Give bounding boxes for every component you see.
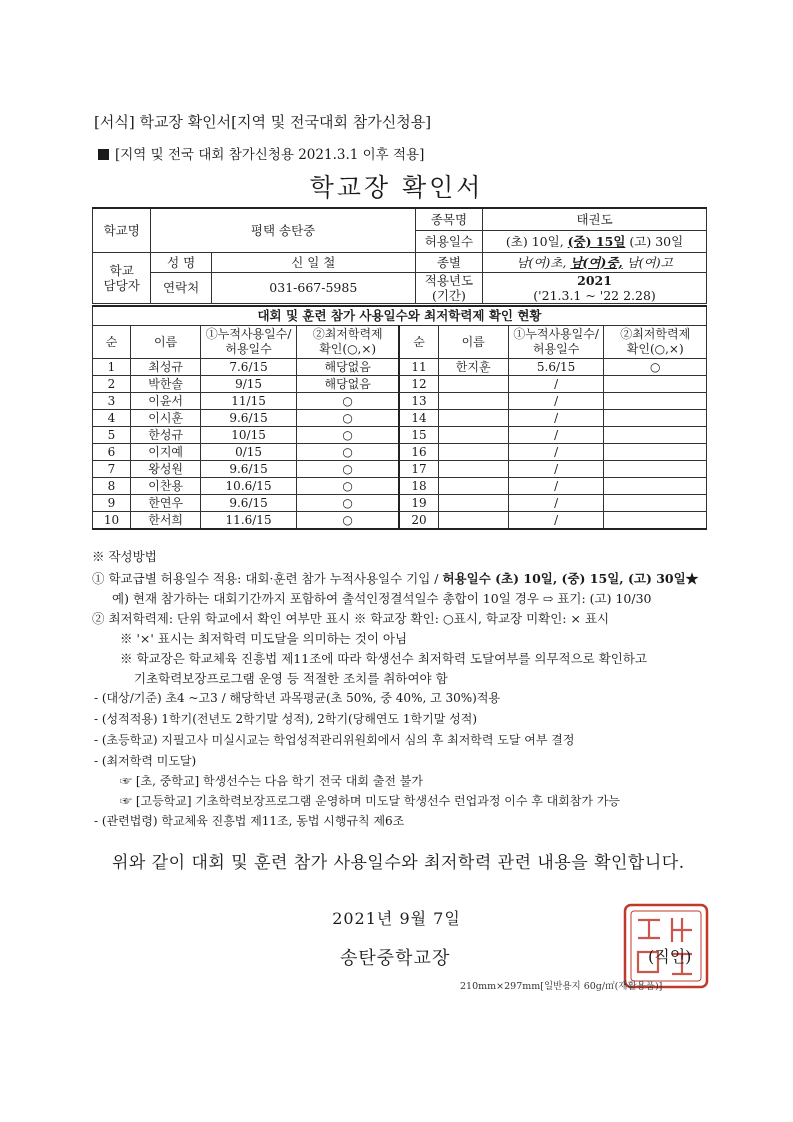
row-no: 5 [93, 427, 131, 444]
instruction-4: ※ '×' 표시는 최저학력 미도달을 의미하는 것이 아님 [120, 631, 408, 646]
row-days: 11/15 [201, 393, 297, 410]
notice-text: [지역 및 전국 대회 참가신청용 2021.3.1 이후 적용] [115, 147, 425, 163]
manager-label: 학교 담당자 [93, 252, 151, 303]
row-no: 4 [93, 410, 131, 427]
gender-label: 종별 [415, 252, 482, 272]
row-name-2: 한지훈 [438, 359, 508, 376]
row-ok: ○ [296, 495, 399, 512]
row-name: 한연우 [131, 495, 201, 512]
instruction-1: ① 학교급별 허용일수 적용: 대회·훈련 참가 누적사용일수 기입 / 허용일수 (초) 10일, (중) 15일, (고) 30일★ [92, 571, 699, 586]
row-no-2: 17 [399, 461, 438, 478]
row-no: 1 [93, 359, 131, 376]
allowed-days-label: 허용일수 [415, 230, 482, 252]
event-label: 종목명 [415, 208, 482, 230]
row-name: 왕성원 [131, 461, 201, 478]
row-no: 2 [93, 376, 131, 393]
row-ok-2: ○ [604, 359, 707, 376]
instructions-heading: ※ 작성방법 [92, 549, 157, 564]
row-no: 7 [93, 461, 131, 478]
instruction-13: - (관련법령) 학교체육 진흥법 제11조, 동법 시행규칙 제6조 [94, 814, 405, 828]
school-label: 학교명 [93, 208, 151, 252]
row-ok: ○ [296, 427, 399, 444]
row-ok-2 [604, 427, 707, 444]
row-ok-2 [604, 478, 707, 495]
row-days-2: / [508, 461, 604, 478]
row-ok-2 [604, 376, 707, 393]
table-row [93, 393, 707, 410]
row-name-2 [438, 376, 508, 393]
row-ok-2 [604, 495, 707, 512]
instruction-10: - (최저학력 미도달) [94, 754, 197, 768]
allowed-days-value: (초) 10일, (중) 15일 (고) 30일 [483, 230, 707, 252]
row-days: 9.6/15 [201, 461, 297, 478]
row-ok: 해당없음 [296, 376, 399, 393]
phone-label: 연락처 [151, 272, 211, 303]
instruction-2: 예) 현재 참가하는 대회기간까지 포함하여 출석인정결석일수 총합이 10일 경우 ⇨ 표기: (고) 10/30 [112, 591, 652, 606]
row-name-2 [438, 410, 508, 427]
row-days: 9.6/15 [201, 495, 297, 512]
year-label: 적용년도 (기간) [415, 272, 482, 303]
row-days: 10.6/15 [201, 478, 297, 495]
row-name: 한성규 [131, 427, 201, 444]
table-row [93, 410, 707, 427]
row-days-2: / [508, 410, 604, 427]
row-name: 이시훈 [131, 410, 201, 427]
instruction-8: - (성적적용) 1학기(전년도 2학기말 성적), 2학기(당해연도 1학기말 성적) [94, 712, 478, 726]
col-ok: ②최저학력제 확인(○,×) [296, 326, 399, 359]
instruction-12: ☞ [고등학교] 기초학력보장프로그램 운영하며 미도달 학생선수 런업과정 이수 후 대회참가 가능 [120, 794, 621, 808]
row-days-2: 5.6/15 [508, 359, 604, 376]
row-no: 10 [93, 512, 131, 530]
col-no: 순 [93, 326, 131, 359]
row-ok: ○ [296, 410, 399, 427]
year-value: 2021 ('21.3.1 ~ '22 2.28) [483, 272, 707, 303]
col-no-2: 순 [399, 326, 438, 359]
event-value: 태권도 [483, 208, 707, 230]
row-days-2: / [508, 478, 604, 495]
row-no-2: 12 [399, 376, 438, 393]
row-days: 10/15 [201, 427, 297, 444]
row-no-2: 20 [399, 512, 438, 530]
row-days-2: / [508, 444, 604, 461]
paper-spec-footer: 210mm×297mm[일반용지 60g/㎡(재활용품)] [460, 981, 663, 992]
row-no-2: 19 [399, 495, 438, 512]
col-name: 이름 [131, 326, 201, 359]
row-no-2: 15 [399, 427, 438, 444]
row-no-2: 13 [399, 393, 438, 410]
row-name: 이찬용 [131, 478, 201, 495]
row-name-2 [438, 461, 508, 478]
instruction-3: ② 최저학력제: 단위 학교에서 확인 여부만 표시 ※ 학교장 확인: ○표시, 학교장 미확인: × 표시 [92, 611, 610, 626]
row-days-2: / [508, 393, 604, 410]
row-name-2 [438, 478, 508, 495]
name-value: 신 일 철 [211, 252, 415, 272]
instruction-11: ☞ [초, 중학교] 학생선수는 다음 학기 전국 대회 출전 불가 [120, 774, 423, 788]
row-ok-2 [604, 512, 707, 530]
col-ok-2: ②최저학력제 확인(○,×) [604, 326, 707, 359]
col-name-2: 이름 [438, 326, 508, 359]
principal-name: 송탄중학교장 [340, 948, 451, 969]
row-no-2: 16 [399, 444, 438, 461]
row-ok: ○ [296, 512, 399, 530]
row-ok: ○ [296, 461, 399, 478]
table-row [93, 376, 707, 393]
row-ok: 해당없음 [296, 359, 399, 376]
table-row [93, 461, 707, 478]
row-no-2: 18 [399, 478, 438, 495]
row-days: 0/15 [201, 444, 297, 461]
row-no-2: 14 [399, 410, 438, 427]
row-name-2 [438, 427, 508, 444]
table-row [93, 444, 707, 461]
row-ok-2 [604, 444, 707, 461]
row-ok: ○ [296, 478, 399, 495]
row-days-2: / [508, 376, 604, 393]
school-value: 평택 송탄중 [151, 208, 415, 252]
row-name: 최성규 [131, 359, 201, 376]
instruction-9: - (초등학교) 지필고사 미실시교는 학업성적관리위원회에서 심의 후 최저학력 도달 여부 결정 [94, 733, 575, 747]
instruction-5: ※ 학교장은 학교체육 진흥법 제11조에 따라 학생선수 최저학력 도달여부를 의무적으로 확인하고 [120, 651, 647, 666]
school-info-table [92, 207, 707, 304]
row-ok: ○ [296, 393, 399, 410]
row-name-2 [438, 393, 508, 410]
row-name: 이윤서 [131, 393, 201, 410]
issue-date: 2021년 9월 7일 [332, 909, 461, 928]
document-title: 학교장 확인서 [309, 173, 484, 202]
col-days-2: ①누적사용일수/ 허용일수 [508, 326, 604, 359]
applicability-notice [98, 143, 424, 163]
table-caption: 대회 및 훈련 참가 사용일수와 최저학력제 확인 현황 [93, 306, 707, 326]
row-no: 3 [93, 393, 131, 410]
row-days-2: / [508, 427, 604, 444]
row-ok-2 [604, 410, 707, 427]
table-row [93, 495, 707, 512]
table-row [93, 359, 707, 376]
form-label: [서식] 학교장 확인서[지역 및 전국대회 참가신청용] [94, 113, 432, 131]
row-days-2: / [508, 512, 604, 530]
confirmation-statement: 위와 같이 대회 및 훈련 참가 사용일수와 최저학력 관련 내용을 확인합니다. [112, 853, 685, 873]
row-days: 11.6/15 [201, 512, 297, 530]
usage-days-table [92, 305, 707, 530]
row-no: 9 [93, 495, 131, 512]
row-name-2 [438, 444, 508, 461]
phone-value: 031-667-5985 [211, 272, 415, 303]
seal-note: (직인) [648, 947, 692, 966]
row-no: 6 [93, 444, 131, 461]
table-row [93, 478, 707, 495]
gender-value: 남(여)초, 남(여)중, 남(여)고 [483, 252, 707, 272]
row-name: 이지예 [131, 444, 201, 461]
row-name-2 [438, 512, 508, 530]
square-bullet-icon [98, 149, 109, 160]
table-row [93, 427, 707, 444]
row-name: 한서희 [131, 512, 201, 530]
instruction-6: 기초학력보장프로그램 운영 등 적절한 조치를 취하여야 함 [134, 671, 448, 686]
row-name-2 [438, 495, 508, 512]
row-no: 8 [93, 478, 131, 495]
row-no-2: 11 [399, 359, 438, 376]
row-ok-2 [604, 393, 707, 410]
instruction-7: - (대상/기준) 초4 ~고3 / 해당학년 과목평균(초 50%, 중 40%, 고 30%)적용 [94, 691, 501, 705]
row-name: 박한솔 [131, 376, 201, 393]
name-label: 성 명 [151, 252, 211, 272]
row-days: 7.6/15 [201, 359, 297, 376]
table-row [93, 512, 707, 530]
row-ok-2 [604, 461, 707, 478]
row-days: 9.6/15 [201, 410, 297, 427]
row-days-2: / [508, 495, 604, 512]
row-ok: ○ [296, 444, 399, 461]
col-days: ①누적사용일수/ 허용일수 [201, 326, 297, 359]
row-days: 9/15 [201, 376, 297, 393]
